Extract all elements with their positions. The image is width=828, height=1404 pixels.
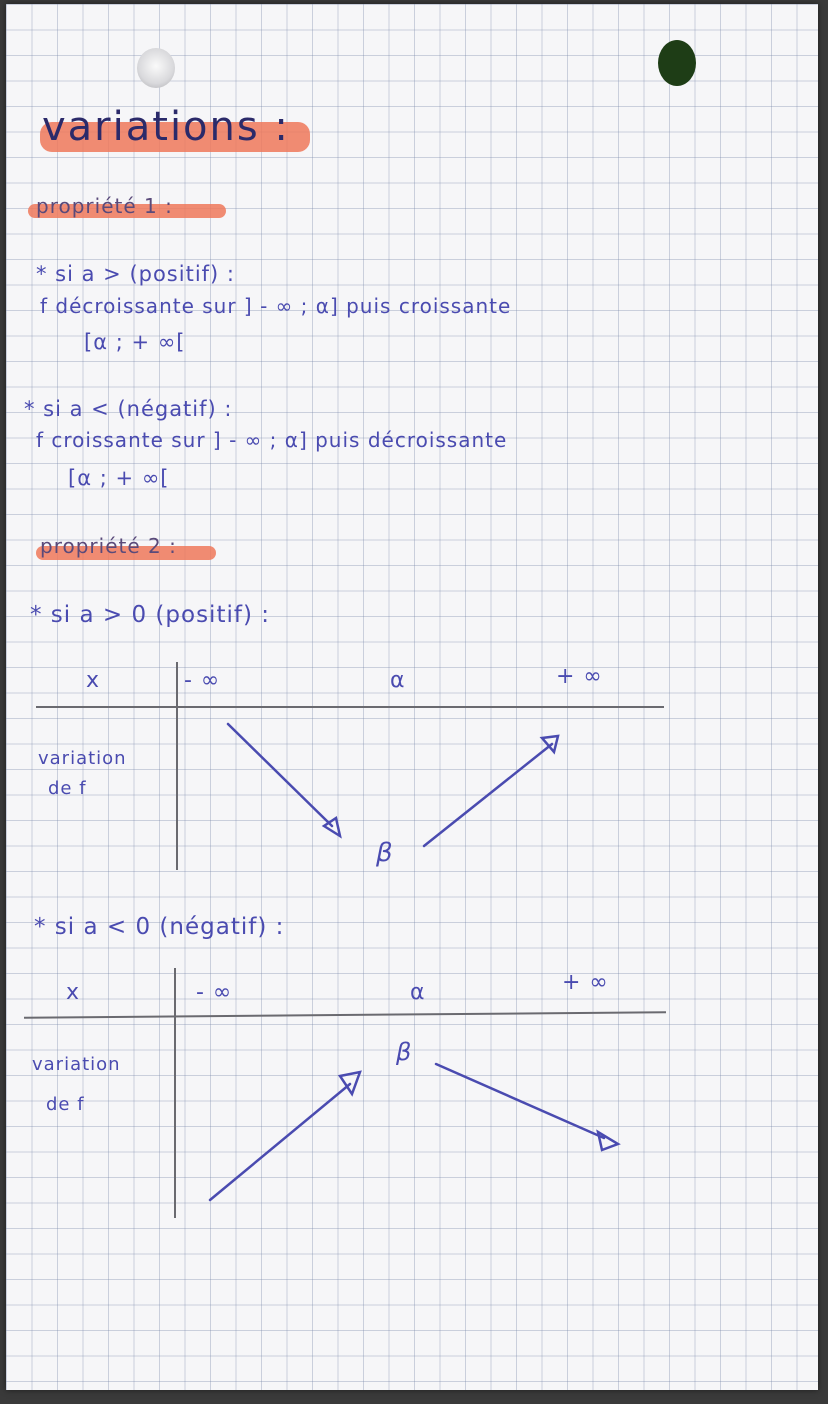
table-neg-row-label-2: de f xyxy=(46,1094,85,1115)
property1-positive-line1: f décroissante sur ] - ∞ ; α] puis croissante xyxy=(40,294,512,318)
table-pos-minus-infinity: - ∞ xyxy=(184,668,221,693)
property1-positive-heading: * si a > (positif) : xyxy=(36,262,235,286)
notebook-page xyxy=(6,4,818,1390)
table-pos-row-label-1: variation xyxy=(38,748,127,769)
arrowhead-decreasing-neg xyxy=(598,1132,618,1150)
arrow-increasing-pos xyxy=(424,744,552,846)
table-pos-x-label: x xyxy=(86,668,101,693)
variation-arrows xyxy=(6,4,818,1390)
property1-negative-heading: * si a < (négatif) : xyxy=(24,397,233,421)
arrow-increasing-neg xyxy=(210,1084,350,1200)
table-pos-alpha: α xyxy=(390,668,406,693)
table-pos-row-label-2: de f xyxy=(48,778,87,799)
property2-label: propriété 2 : xyxy=(40,534,177,558)
property1-label: propriété 1 : xyxy=(36,194,173,218)
table-neg-beta: β xyxy=(396,1038,413,1066)
table-neg-plus-infinity: + ∞ xyxy=(562,970,609,995)
property1-negative-line1: f croissante sur ] - ∞ ; α] puis décroissante xyxy=(36,428,508,452)
property2-negative-heading: * si a < 0 (négatif) : xyxy=(34,914,285,940)
property2-positive-heading: * si a > 0 (positif) : xyxy=(30,602,270,628)
table-pos-beta: β xyxy=(376,838,394,868)
table-neg-x-label: x xyxy=(66,980,81,1005)
property1-negative-line2: [α ; + ∞[ xyxy=(68,466,170,490)
arrow-decreasing-neg xyxy=(436,1064,604,1138)
table-pos-plus-infinity: + ∞ xyxy=(556,664,603,689)
property1-positive-line2: [α ; + ∞[ xyxy=(84,330,186,354)
page-title: variations : xyxy=(42,104,290,150)
arrow-decreasing-pos xyxy=(228,724,332,826)
table-neg-row-label-1: variation xyxy=(32,1054,121,1075)
table-neg-minus-infinity: - ∞ xyxy=(196,980,233,1005)
table-neg-alpha: α xyxy=(410,980,426,1005)
